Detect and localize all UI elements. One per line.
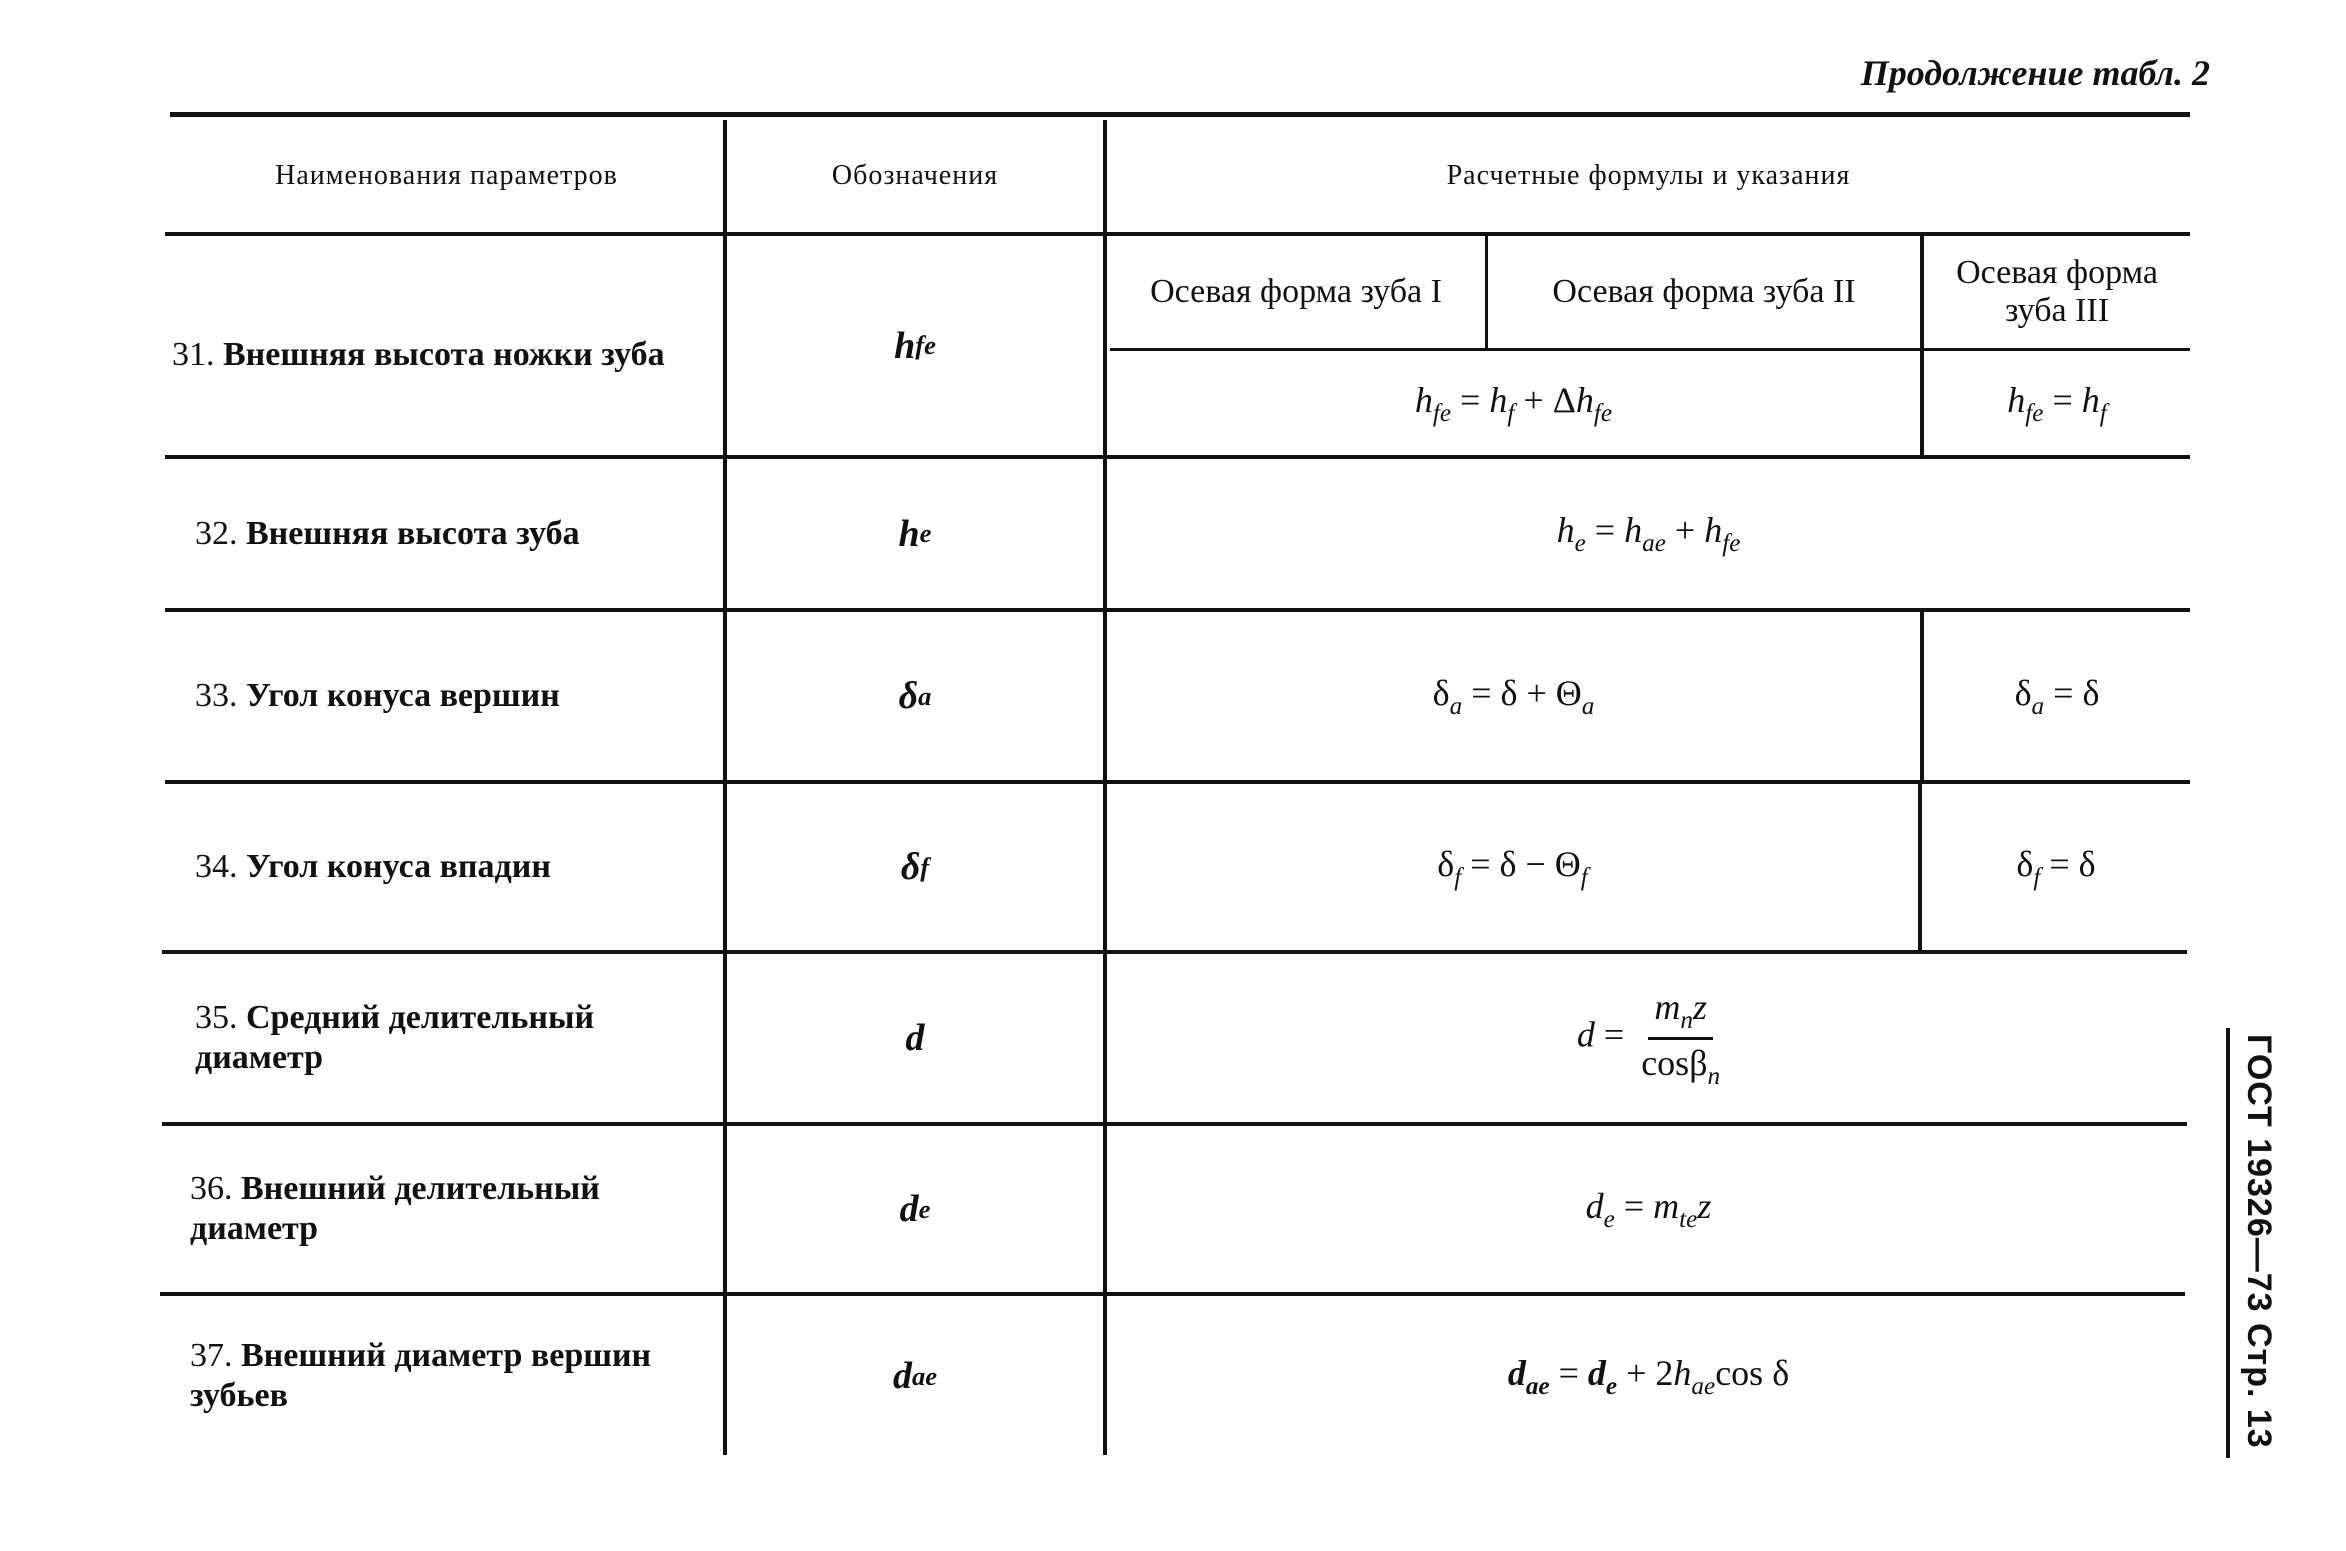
table-top-rule <box>170 112 2190 117</box>
param-36-number: 36. <box>190 1170 233 1207</box>
param-35-name: Средний делительный диаметр <box>195 999 595 1076</box>
param-31 <box>172 300 712 410</box>
side-running-header <box>2226 1028 2280 1458</box>
formula-33-form-3: $\delta_a = \delta$ <box>2014 672 2100 720</box>
subheader-axial-form-2: Осевая форма зуба II <box>1552 273 1856 310</box>
param-35 <box>195 954 705 1122</box>
param-37-number: 37. <box>190 1337 233 1374</box>
param-32-number: 32. <box>195 514 238 552</box>
symbol-32: h e <box>898 512 932 555</box>
param-34-name: Угол конуса впадин <box>246 848 551 885</box>
symbol-36: d e <box>899 1188 931 1230</box>
symbol-37: d ae <box>892 1355 938 1397</box>
param-33-name: Угол конуса вершин <box>246 677 560 714</box>
formula-36: $d_e = m_{te}z$ <box>1585 1185 1712 1233</box>
param-35-number: 35. <box>195 999 238 1036</box>
formula-34-form-3: $\delta_f = \delta$ <box>2016 843 2096 891</box>
side-running-header-text: ГОСТ 19326—73 Стр. 13 <box>2240 1034 2278 1449</box>
symbol-34: δ f <box>900 846 930 888</box>
param-34-number: 34. <box>195 848 238 885</box>
symbol-33: δ a <box>898 675 932 717</box>
param-33-number: 33. <box>195 677 238 714</box>
header-symbols: Обозначения <box>831 160 999 191</box>
formula-31-form-3: $h_{fe} = h_f$ <box>2007 379 2107 427</box>
param-36-name: Внешний делительный диаметр <box>190 1170 600 1247</box>
table-caption: Продолжение табл. 2 <box>1860 53 2210 93</box>
header-formulas: Расчетные формулы и указания <box>1446 160 1851 191</box>
param-34 <box>195 784 715 950</box>
subheader-axial-form-1: Осевая форма зуба I <box>1150 273 1442 310</box>
formula-34-forms-1-2: $\delta_f = \delta - \Theta_f$ <box>1437 843 1588 891</box>
param-37 <box>190 1296 705 1456</box>
formula-31-forms-1-2: $h_{fe} = h_f + \Delta h_{fe}$ <box>1414 379 1613 427</box>
formula-32: $h_e = h_{ae} + h_{fe}$ <box>1556 510 1741 557</box>
header-parameter-names: Наименования параметров <box>275 160 618 191</box>
subheader-axial-form-3-label: Осевая форма зуба III <box>1956 254 2158 329</box>
param-36 <box>190 1126 705 1292</box>
param-33 <box>195 612 715 780</box>
subheader-axial-form-3 <box>1924 236 2190 348</box>
formula-33-forms-1-2: $\delta_a = \delta + \Theta_a$ <box>1432 672 1595 720</box>
param-32 <box>195 459 715 608</box>
param-31-name: Внешняя высота ножки зуба <box>223 336 665 373</box>
param-31-number: 31. <box>172 336 215 373</box>
param-32-name: Внешняя высота зуба <box>246 514 580 552</box>
formula-35: d = $\frac{m_nz}{\cos\beta_n}$ <box>1576 986 1721 1090</box>
param-37-name: Внешний диаметр вершин зубьев <box>190 1337 652 1414</box>
formula-37: $d_{ae} = d_e + 2h_{ae}\cos$ δ <box>1507 1352 1790 1400</box>
symbol-31: h fe <box>894 324 936 367</box>
symbol-35: d <box>905 1017 925 1059</box>
